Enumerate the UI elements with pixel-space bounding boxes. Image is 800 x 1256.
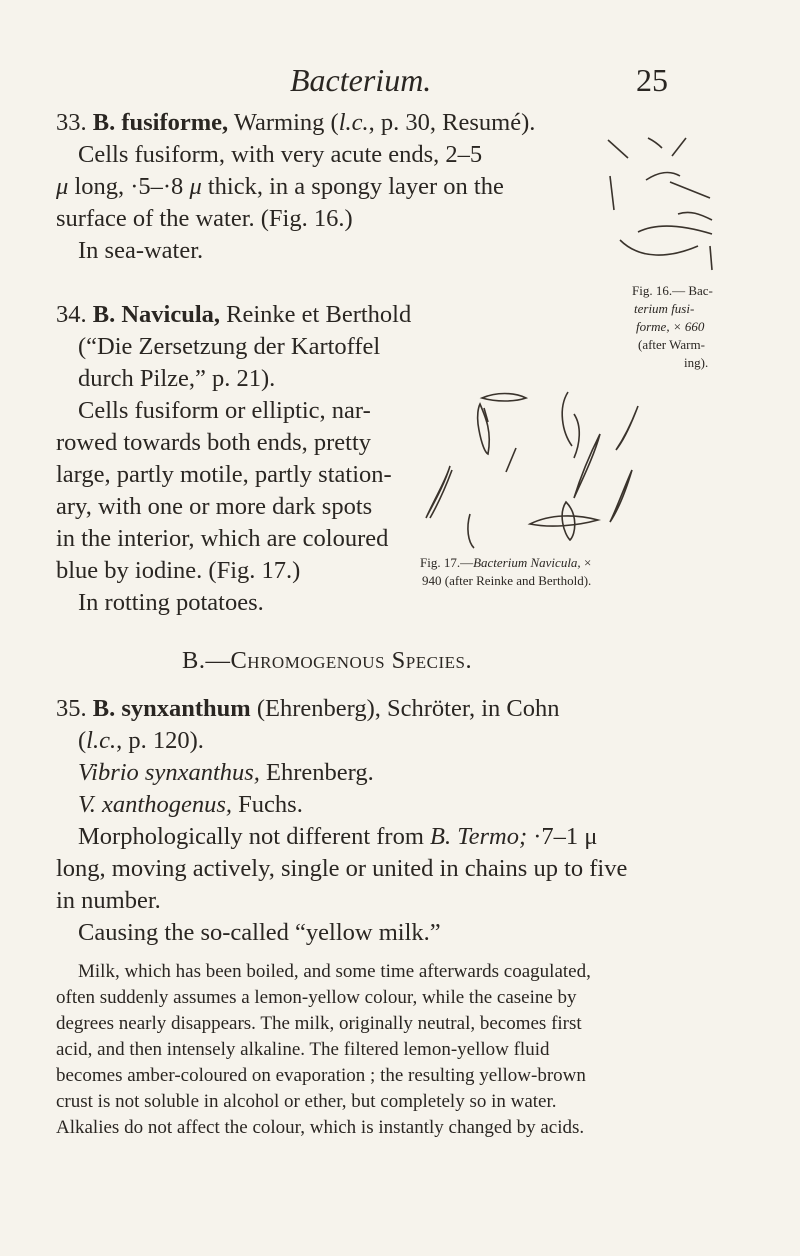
figure-16-caption: (after Warm-	[638, 337, 705, 352]
entry-33-line: surface of the water. (Fig. 16.)	[56, 205, 353, 232]
page-ref: , p. 30, Resumé).	[368, 109, 536, 136]
entry-number: 34.	[56, 301, 87, 328]
entry-35-heading	[56, 694, 560, 724]
loc-cit: l.c.	[338, 109, 369, 136]
small-print-line: becomes amber-coloured on evaporation ; the resulting yellow-brown	[56, 1065, 586, 1086]
entry-34-line: Cells fusiform or elliptic, nar-	[78, 397, 371, 424]
caption-species: Bacterium Navicula,	[473, 555, 581, 570]
figure-16-caption: terium fusi-	[634, 301, 695, 316]
synonym	[78, 758, 374, 788]
entry-33-line	[56, 172, 504, 202]
entry-34-line: large, partly motile, partly station-	[56, 461, 392, 488]
synonym	[78, 790, 303, 820]
synonym-name: V. xanthogenus,	[78, 791, 233, 818]
entry-34-line: (“Die Zersetzung der Kartoffel	[78, 333, 381, 360]
entry-35-line: Causing the so-called “yellow milk.”	[78, 919, 441, 946]
entry-35-line: long, moving actively, single or united in chains up to five	[56, 855, 628, 882]
small-print-line: Milk, which has been boiled, and some time afterwards coagulated,	[78, 961, 591, 982]
caption-text: Fig. 17.—	[420, 555, 474, 570]
section-heading: B.—Chromogenous Species.	[182, 647, 473, 674]
figure-17-caption	[420, 554, 591, 571]
text-run: long, ·5–·8	[68, 173, 190, 200]
text-run: Morphologically not different from	[78, 823, 430, 850]
figure-16-caption: Fig. 16.— Bac-	[632, 283, 713, 298]
entry-number: 33.	[56, 109, 87, 136]
micron-symbol: μ	[56, 173, 69, 200]
entry-33-heading	[56, 108, 535, 138]
figure-17-illustration	[410, 388, 660, 568]
small-print-line: acid, and then intensely alkaline. The filtered lemon-yellow fluid	[56, 1039, 550, 1060]
entry-35-line: in number.	[56, 887, 161, 914]
figure-16-caption: forme, × 660	[636, 319, 705, 334]
small-print-line: degrees nearly disappears. The milk, originally neutral, becomes first	[56, 1013, 582, 1034]
synonym-author: Fuchs.	[232, 791, 303, 818]
caption-text: ×	[580, 555, 592, 570]
species-name: B. fusiforme,	[92, 109, 229, 136]
text-run: thick, in a spongy layer on the	[201, 173, 504, 200]
authors: Reinke et Berthold	[226, 301, 412, 328]
entry-34-heading	[56, 300, 411, 330]
page-number: 25	[636, 62, 668, 98]
entry-33-line: In sea-water.	[78, 237, 204, 264]
text-run: , p. 120).	[116, 727, 204, 754]
entry-33-line: Cells fusiform, with very acute ends, 2–5	[78, 141, 483, 168]
micron-symbol: μ	[189, 173, 202, 200]
entry-number: 35.	[56, 695, 87, 722]
species-name: B. Navicula,	[92, 301, 221, 328]
small-print-line: Alkalies do not affect the colour, which is instantly changed by acids.	[56, 1117, 585, 1138]
figure-17-caption: 940 (after Reinke and Berthold).	[422, 573, 592, 588]
entry-34-line: durch Pilze,” p. 21).	[78, 365, 276, 392]
synonym-name: Vibrio synxanthus,	[78, 759, 260, 786]
small-print-line: often suddenly assumes a lemon-yellow colour, while the caseine by	[56, 987, 577, 1008]
authors: (Ehrenberg), Schröter, in Cohn	[256, 695, 560, 722]
text-run: ·7–1 μ	[527, 823, 598, 850]
entry-34-line: in the interior, which are coloured	[56, 525, 389, 552]
species-reference: B. Termo;	[430, 823, 528, 850]
figure-16-illustration	[600, 110, 720, 270]
entry-34-line: In rotting potatoes.	[78, 589, 264, 616]
entry-35-line: (l.c., p. 120).	[78, 727, 204, 754]
author-ref: Warming (	[233, 109, 339, 136]
figure-16-caption: ing).	[684, 355, 709, 370]
running-header	[0, 62, 800, 102]
entry-34-line: blue by iodine. (Fig. 17.)	[56, 557, 301, 584]
loc-cit: l.c.	[86, 727, 117, 754]
entry-35-line	[78, 822, 597, 852]
synonym-author: Ehrenberg.	[259, 759, 374, 786]
species-name: B. synxanthum	[92, 695, 251, 722]
entry-34-line: ary, with one or more dark spots	[56, 493, 373, 520]
running-title: Bacterium.	[290, 62, 432, 98]
small-print-line: crust is not soluble in alcohol or ether, but completely so in water.	[56, 1091, 557, 1112]
entry-34-line: rowed towards both ends, pretty	[56, 429, 372, 456]
